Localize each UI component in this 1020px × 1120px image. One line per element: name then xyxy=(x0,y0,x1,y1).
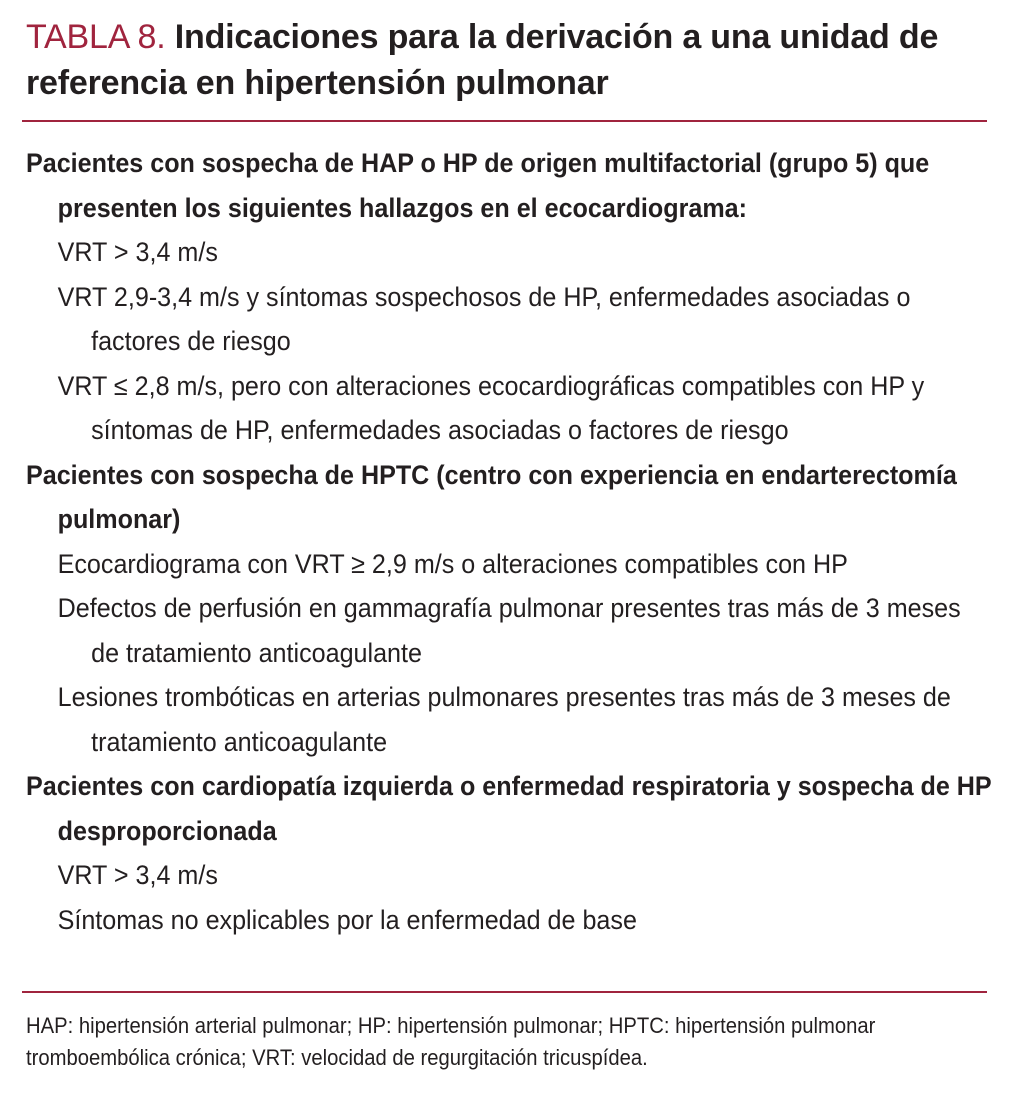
list-item: Ecocardiograma con VRT ≥ 2,9 m/s o alteraciones compatibles con HP xyxy=(57,548,848,579)
bottom-divider xyxy=(22,991,987,993)
top-divider xyxy=(22,120,987,122)
table-body xyxy=(26,141,993,942)
list-item: Lesiones trombóticas en arterias pulmonares presentes tras más de 3 meses de tratamiento anticoagulante xyxy=(57,682,951,757)
list-item: VRT > 3,4 m/s xyxy=(57,860,218,890)
list-item: Síntomas no explicables por la enfermedad de base xyxy=(57,904,637,935)
table-label: TABLA 8. xyxy=(26,18,166,56)
section-heading-cardiopatia: Pacientes con cardiopatía izquierda o enfermedad respiratoria y sospecha de HP desproporcionada xyxy=(26,771,992,846)
list-item: VRT ≤ 2,8 m/s, pero con alteraciones ecocardiográficas compatibles con HP y síntomas de HP, enfermedades asociadas o factores de riesgo xyxy=(57,370,925,445)
section-heading-hptc: Pacientes con sospecha de HPTC (centro con experiencia en endarterectomía pulmonar) xyxy=(26,459,957,534)
list-item: VRT 2,9-3,4 m/s y síntomas sospechosos de HP, enfermedades asociadas o factores de riesgo xyxy=(57,281,911,356)
list-item: VRT > 3,4 m/s xyxy=(57,237,218,267)
table-title xyxy=(26,14,986,106)
table-footnote: HAP: hipertensión arterial pulmonar; HP: hipertensión pulmonar; HPTC: hipertensión pulmonar tromboembólica crónica; VRT: velocidad de regurgitación tricuspídea. xyxy=(26,1013,876,1070)
table-title-text: Indicaciones para la derivación a una unidad de referencia en hipertensión pulmonar xyxy=(26,18,939,102)
list-item: Defectos de perfusión en gammagrafía pulmonar presentes tras más de 3 meses de tratamiento anticoagulante xyxy=(57,593,961,668)
section-heading-hap: Pacientes con sospecha de HAP o HP de origen multifactorial (grupo 5) que presenten los siguientes hallazgos en el ecocardiograma: xyxy=(26,148,930,223)
